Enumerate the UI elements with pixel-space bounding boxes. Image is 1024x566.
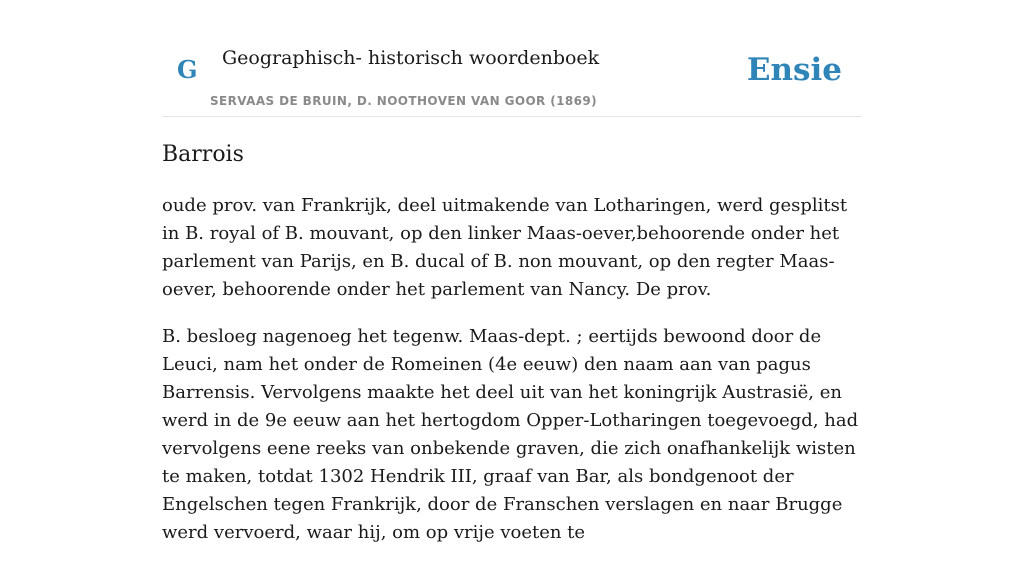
entry-body [162,192,862,566]
book-letter-icon[interactable]: G [177,55,198,84]
ensie-logo-link[interactable]: Ensie [746,52,842,88]
book-title-link[interactable]: Geographisch- historisch woordenboek [222,47,600,69]
book-header [162,0,862,117]
entry-paragraph: oude prov. van Frankrijk, deel uitmakende van Lotharingen, werd gesplitst in B. royal of B. mouvant, op den linker Maas-oever,behoorende onder het parlement van Parijs, en B. ducal of B. non mouvant, op den regter Maas-oever, behoorende onder het parlement van Nancy. De prov. [162,195,848,300]
entry-title: Barrois [162,142,244,167]
book-authors: SERVAAS DE BRUIN, D. NOOTHOVEN VAN GOOR (1869) [210,94,598,108]
entry-paragraph: B. besloeg nagenoeg het tegenw. Maas-dept. ; eertijds bewoond door de Leuci, nam het onder de Romeinen (4e eeuw) den naam aan van pagus Barrensis. Vervolgens maakte het deel uit van het koningrijk Austrasië, en werd in de 9e eeuw aan het hertogdom Opper-Lotharingen toegevoegd, had vervolgens eene reeks van onbekende graven, die zich onafhankelijk wisten te maken, totdat 1302 Hendrik III, graaf van Bar, als bondgenoot der Engelschen tegen Frankrijk, door de Franschen verslagen en naar Brugge werd vervoerd, waar hij, om op vrije voeten te [162,326,859,543]
